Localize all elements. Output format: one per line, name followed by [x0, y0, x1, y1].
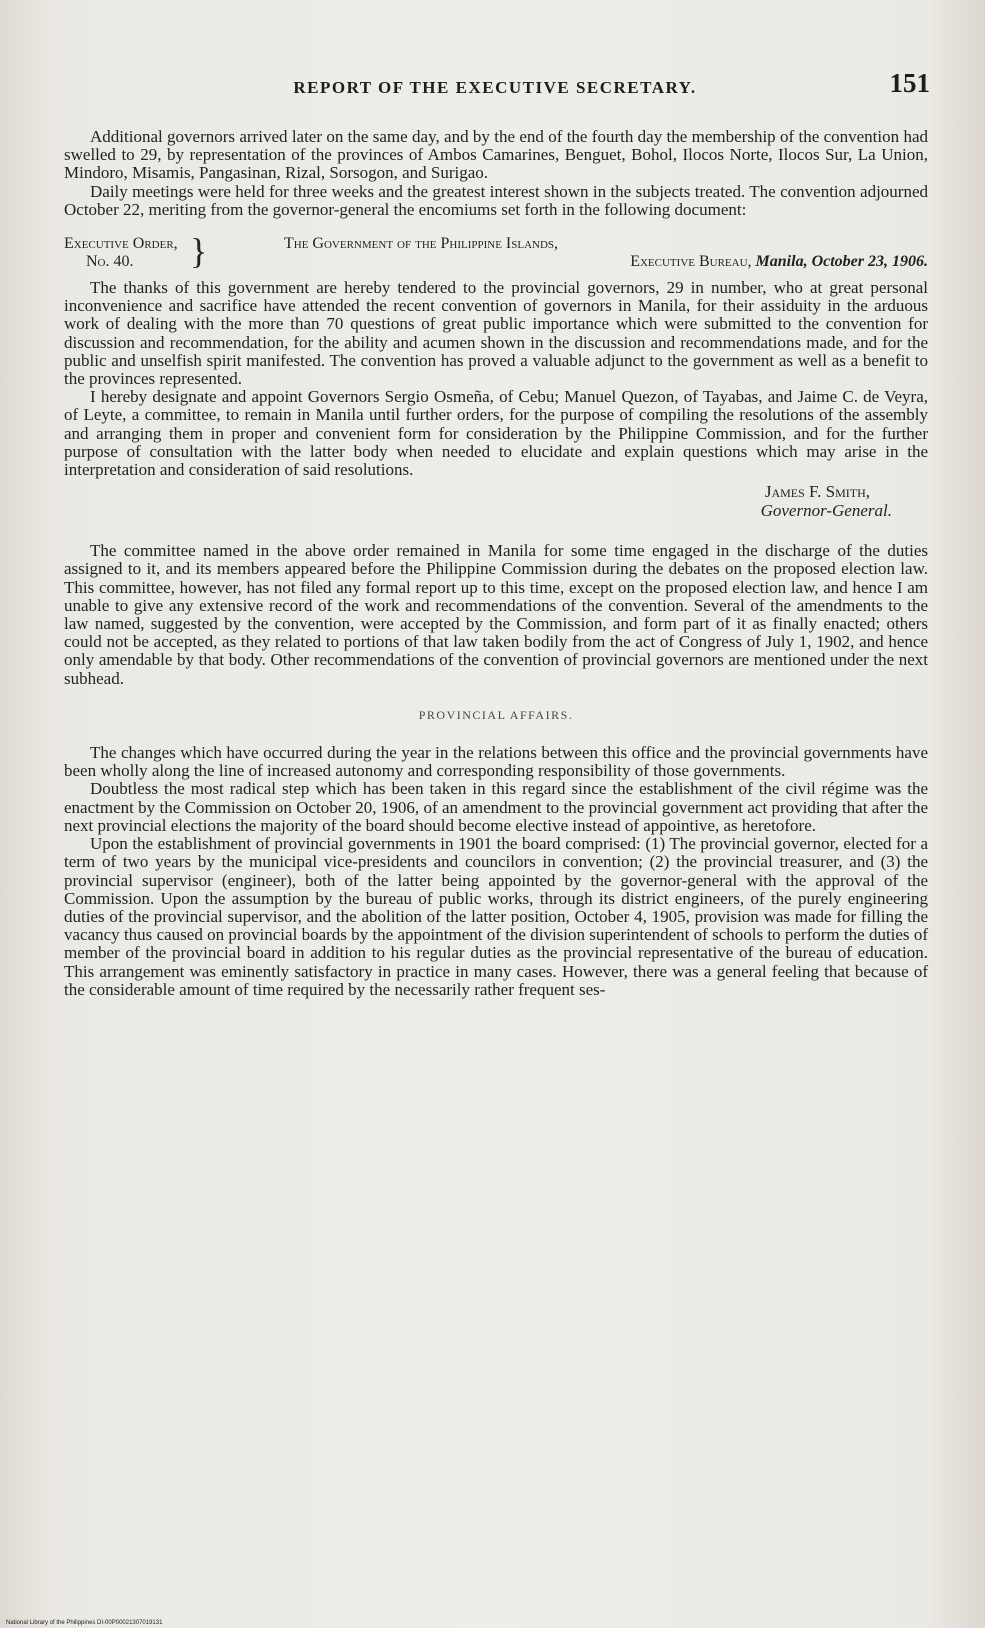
order-origin-block [224, 235, 928, 271]
page-header [60, 66, 930, 106]
signature-block [64, 483, 928, 520]
paragraph: Doubtless the most radical step which has been taken in this regard since the establishment of the civil régime was the enactment by the Commission on October 20, 1906, of an amendment to the provincial government act providing that after the next provincial elections the majority of the board should become elective instead of appointive, as heretofore. [64, 779, 928, 835]
page-body [64, 128, 928, 999]
paragraph: The committee named in the above order remained in Manila for some time engaged in the discharge of the duties assigned to it, and its members appeared before the Philippine Commission during the debates on the proposed election law. This committee, however, has not filed any formal report up to this time, except on the proposed election law, and hence I am unable to give any extensive record of the work and recommendations of the convention. Several of the amendments to the law named, suggested by the convention, were accepted by the Commission, and form part of it as finally enacted; others could not be accepted, as they related to portions of that law taken bodily from the act of Congress of July 1, 1902, and hence only amendable by that body. Other recommendations of the convention of provincial governors are mentioned under the next subhead. [64, 541, 928, 688]
brace-glyph: } [190, 231, 208, 272]
executive-order-heading [64, 231, 928, 275]
order-number: No. 40. [86, 253, 134, 271]
order-label-block [64, 235, 178, 271]
order-bureau: Executive Bureau, [630, 253, 752, 271]
scan-credit: National Library of the Philippines DI-00P00021307019131 [6, 1620, 163, 1626]
section-subhead: PROVINCIAL AFFAIRS. [418, 707, 574, 722]
order-label: Executive Order, [64, 235, 178, 253]
page-number: 151 [889, 68, 930, 98]
paragraph: Daily meetings were held for three weeks and the greatest interest shown in the subjects treated. The convention adjourned October 22, meriting from the governor-general the encomiums set forth in the following document: [64, 181, 928, 219]
running-title: REPORT OF THE EXECUTIVE SECRETARY. [293, 78, 697, 97]
order-place-date: Manila, October 23, 1906. [755, 253, 928, 271]
paragraph: The changes which have occurred during the year in the relations between this office and the provincial governments have been wholly along the line of increased autonomy and corresponding responsibility of those governments. [64, 743, 928, 781]
paragraph: Upon the establishment of provincial governments in 1901 the board comprised: (1) The provincial governor, elected for a term of two years by the municipal vice-presidents and councilors in convention; (2) the provincial treasurer, and (3) the provincial supervisor (engineer), both of the latter being appointed by the governor-general with the approval of the Commission. Upon the assumption by the bureau of public works, through its district engineers, of the purely engineering duties of the provincial supervisor, and the abolition of the latter position, October 4, 1905, provision was made for filling the vacancy thus caused on provincial boards by the appointment of the division superintendent of schools to perform the duties of member of the provincial board in addition to his regular duties as the provincial representative of the bureau of education. This arrangement was eminently satisfactory in practice in many cases. However, there was a general feeling that because of the considerable amount of time required by the necessarily rather frequent ses- [64, 834, 928, 999]
order-government: The Government of the Philippine Islands, [284, 235, 559, 253]
order-paragraph: I hereby designate and appoint Governors Sergio Osmeña, of Cebu; Manuel Quezon, of Tayabas, and Jaime C. de Veyra, of Leyte, a committee, to remain in Manila until further orders, for the purpose of compiling the resolutions of the assembly and arranging them in proper and convenient form for consideration by the Philippine Commission, and for the further purpose of consultation with the latter body when needed to elucidate and explain questions which may arise in the interpretation and consideration of said resolutions. [64, 387, 928, 480]
signature-name: James F. Smith, [764, 482, 870, 502]
paragraph: Additional governors arrived later on the same day, and by the end of the fourth day the membership of the convention had swelled to 29, by representation of the provinces of Ambos Camarines, Benguet, Bohol, Ilocos Norte, Ilocos Sur, La Union, Mindoro, Misamis, Pangasinan, Rizal, Sorsogon, and Surigao. [64, 127, 928, 183]
signature-title: Governor-General. [760, 500, 892, 520]
order-paragraph: The thanks of this government are hereby tendered to the provincial governors, 29 in number, who at great personal inconvenience and sacrifice have attended the recent convention of governors in Manila, for their assiduity in the arduous work of dealing with the more than 70 questions of great public importance which were submitted to the convention for discussion and recommendation, for the ability and acumen shown in the discussion and recommendations made, and for the public and unselfish spirit manifested. The convention has proved a valuable adjunct to the government as well as a benefit to the provinces represented. [64, 278, 928, 389]
